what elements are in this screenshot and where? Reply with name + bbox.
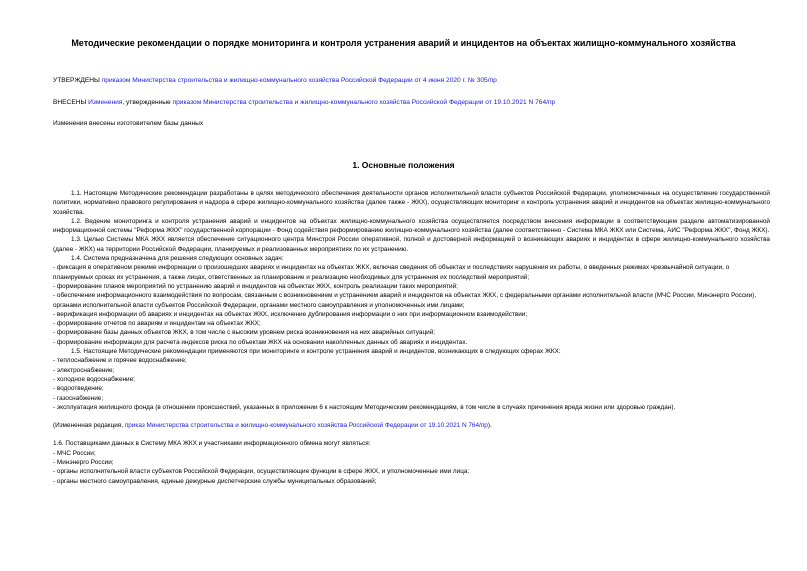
database-note: Изменения внесены изготовителем базы данных	[53, 120, 204, 127]
sphere-item: - электроснабжение;	[53, 366, 115, 374]
revision-suffix: ).	[487, 422, 492, 430]
provider-item: - Минэнерго России;	[53, 459, 114, 467]
document-title: Методические рекомендации о порядке мониторинга и контроля устранения аварий и инцидентов на объектах жилищно-коммунального хозяйства	[71, 38, 736, 48]
sphere-item: - холодное водоснабжение;	[53, 375, 135, 383]
amendment-order-link[interactable]: приказом Министерства строительства и жилищно-коммунального хозяйства Российской Федерации от 19.10.2021 N 764/пр	[172, 99, 556, 106]
paragraph-1-1: 1.1. Настоящие Методические рекомендации разработаны в целях методического обеспечения деятельности органов исполнительной власти субъектов Российской Федерации, уполномоченных на осуществление государственной политики, нормативно правового регулирования и надзора в сфере жилищно-коммунального хозяйства (далее также - ЖКХ), осуществляющих мониторинг и контроль устранения аварий и инцидентов на объектах жилищно-коммунального хозяйства.	[53, 190, 770, 216]
task-item: - верификация информации об авариях и инцидентах на объектах ЖКХ, исключение дублирования информации о них при информационном взаимодействии;	[53, 310, 528, 318]
amended-prefix: ВНЕСЕНЫ	[53, 99, 87, 106]
task-item: - формирование планов мероприятий по устранению аварий и инцидентов на объектах ЖКХ, контроль реализации таких мероприятий;	[53, 282, 458, 290]
provider-item: - органы исполнительной власти субъектов Российской Федерации, осуществляющие функции в сфере ЖКХ, и уполномоченные ими лица;	[53, 468, 470, 476]
paragraph-1-4: 1.4. Система предназначена для решения следующих основных задач:	[71, 255, 284, 263]
sphere-item: - теплоснабжение и горячее водоснабжение;	[53, 357, 187, 365]
sphere-item: - эксплуатация жилищного фонда (в отношении происшествий, указанных в приложении 6 к настоящим Методическим рекомендациям, в том числе в случаях причинения вреда жизни или здоровью граждан).	[53, 403, 676, 411]
sphere-item: - газоснабжение;	[53, 394, 104, 402]
document-body	[53, 189, 770, 486]
approved-order-link[interactable]: приказом Министерства строительства и жилищно-коммунального хозяйства Российской Федерации от 4 июня 2020 г. № 305/пр	[101, 77, 497, 84]
revision-note	[53, 421, 770, 430]
task-item: - фиксация в оперативном режиме информации о произошедших авариях и инцидентах на объектах ЖКХ, включая сведения об объектах и последствиях нарушения их работы, о введенных режимах чрезвычайной ситуации, о планируемых сроках их устранения, а также лицах, ответственных за планирование и реализацию необходимых для устранения их последствий мероприятий;	[53, 264, 730, 281]
amendments-link[interactable]: Изменения	[88, 99, 123, 106]
paragraph-1-3: 1.3. Целью Системы МКА ЖКХ является обеспечение ситуационного центра Минстроя России оперативной, полной и достоверной информацией о возникающих авариях и инцидентах в сфере жилищно-коммунального хозяйства (далее - ЖКХ) на территории Российской Федерации, планируемых и реализованных мероприятиях по их устранению.	[53, 236, 770, 253]
task-item: - формирование базы данных объектов ЖКХ, в том числе с высоким уровнем риска возникновения на них аварийных ситуаций;	[53, 329, 436, 337]
paragraph-1-5: 1.5. Настоящие Методические рекомендации применяются при мониторинге и контроле устранения аварий и инцидентов, возникающих в следующих сферах ЖКХ:	[71, 348, 561, 356]
paragraph-1-2: 1.2. Ведение мониторинга и контроля устранения аварий и инцидентов на объектах жилищно-коммунального хозяйства осуществляется посредством внесения информации в соответствующем разделе автоматизированной информационной системы "Реформа ЖКХ" государственной корпорации - Фонд содействия реформированию жилищно-коммунального хозяйства (далее соответственно - Система МКА ЖКХ или Система, АИС "Реформа ЖКХ", Фонд ЖКХ).	[53, 217, 770, 235]
approved-line	[53, 77, 497, 84]
approved-prefix: УТВЕРЖДЕНЫ	[53, 77, 100, 84]
amended-mid: , утвержденные	[122, 99, 171, 106]
revision-prefix: (Измененная редакция,	[53, 422, 124, 430]
sphere-item: - водоотведение;	[53, 385, 104, 393]
provider-item: - органы местного самоуправления, единые дежурные диспетчерские службы муниципальных образований;	[53, 477, 377, 485]
task-item: - обеспечение информационного взаимодействия по вопросам, связанным с возникновением и устранением аварий и инцидентов на объектах ЖКХ, с федеральными органами исполнительной власти (МЧС России, Минэнерго России), органами исполнительной власти субъектов Российской Федерации, органами местного самоуправления и уполномоченных ими лицами;	[53, 292, 757, 309]
task-item: - формирование информации для расчета индексов риска по объектам ЖКХ на основании накопленных данных об авариях и инцидентах.	[53, 338, 468, 346]
amended-line	[53, 99, 555, 106]
section-title: 1. Основные положения	[352, 160, 455, 170]
provider-item: - МЧС России;	[53, 449, 96, 457]
paragraph-1-6: 1.6. Поставщиками данных в Систему МКА ЖКХ и участниками информационного обмена могут являться:	[53, 440, 371, 448]
task-item: - формирование отчетов по авариям и инцидентам на объектах ЖКХ;	[53, 320, 261, 328]
revision-order-link[interactable]: приказ Министерства строительства и жилищно-коммунального хозяйства Российской Федерации от 19.10.2021 N 764/пр	[124, 422, 488, 430]
